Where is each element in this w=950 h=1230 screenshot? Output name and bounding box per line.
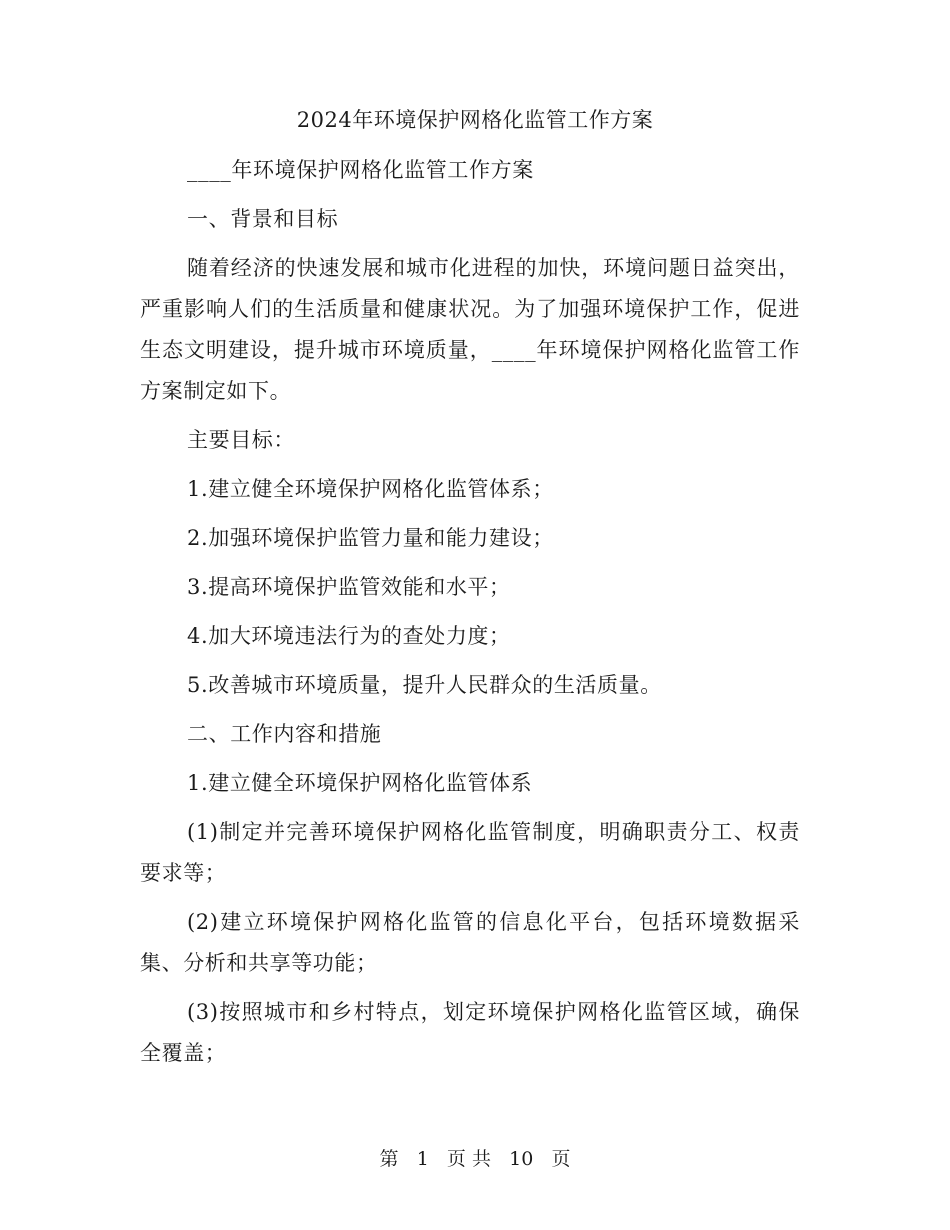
paragraph-subtitle: ____年环境保护网格化监管工作方案 (187, 158, 534, 182)
measure-item-1: (1)制定并完善环境保护网格化监管制度，明确职责分工、权责要求等； (140, 820, 800, 885)
section-heading-work: 二、工作内容和措施 (187, 722, 382, 746)
footer-suffix: 页 (551, 1148, 571, 1170)
document-body (140, 150, 800, 1082)
footer-total-pages: 10 (509, 1148, 534, 1170)
subsection-heading-1: 1.建立健全环境保护网格化监管体系 (187, 771, 533, 795)
measure-item-3: (3)按照城市和乡村特点，划定环境保护网格化监管区域，确保全覆盖； (140, 1000, 800, 1065)
measure-item-2: (2)建立环境保护网格化监管的信息化平台，包括环境数据采集、分析和共享等功能； (140, 910, 800, 975)
goal-item-4: 4.加大环境违法行为的查处力度； (187, 624, 511, 648)
paragraph-main-goals-label: 主要目标： (187, 428, 295, 452)
paragraph-background: 随着经济的快速发展和城市化进程的加快，环境问题日益突出，严重影响人们的生活质量和健康状况。为了加强环境保护工作，促进生态文明建设，提升城市环境质量，____年环境保护网格化监管工作方案制定如下。 (140, 256, 800, 403)
footer-mid: 页 共 (446, 1148, 491, 1170)
goal-item-5: 5.改善城市环境质量，提升人民群众的生活质量。 (187, 673, 662, 697)
footer-prefix: 第 (379, 1148, 399, 1170)
section-heading-background: 一、背景和目标 (187, 207, 339, 231)
document-title: 2024年环境保护网格化监管工作方案 (296, 108, 654, 132)
page-footer (0, 1145, 950, 1173)
goal-item-2: 2.加强环境保护监管力量和能力建设； (187, 526, 554, 550)
footer-page-number: 1 (416, 1148, 429, 1170)
goal-item-1: 1.建立健全环境保护网格化监管体系； (187, 477, 554, 501)
goal-item-3: 3.提高环境保护监管效能和水平； (187, 575, 511, 599)
